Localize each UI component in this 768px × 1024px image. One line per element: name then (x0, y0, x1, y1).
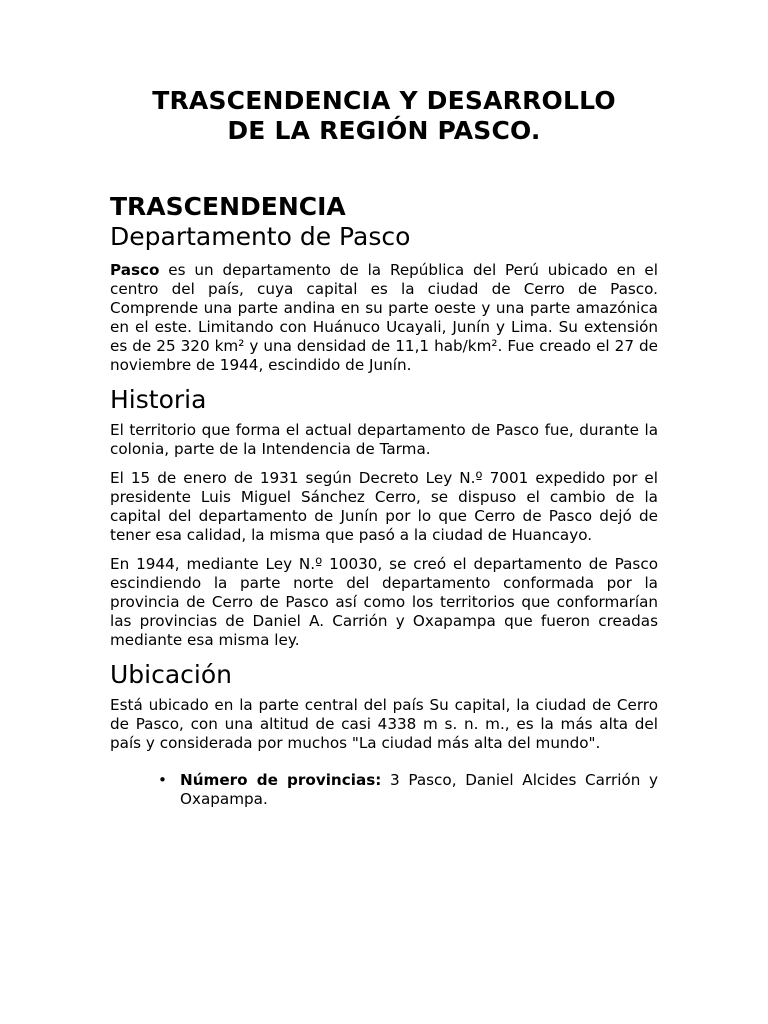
intro-text: es un departamento de la República del Perú ubicado en el centro del país, cuya capital es la ciudad de Cerro de Pasco. Comprende una parte andina en su parte oeste y una parte amazónica en el este. Limitando con Huánuco Ucayali, Junín y Lima. Su extensión es de 25 320 km² y una densidad de 11,1 hab/km². Fue creado el 27 de noviembre de 1944, escindido de Junín. (110, 261, 658, 374)
intro-paragraph (110, 261, 658, 375)
title-line-2: DE LA REGIÓN PASCO. (227, 116, 541, 145)
title-line-1: TRASCENDENCIA Y DESARROLLO (152, 86, 616, 115)
section-heading: TRASCENDENCIA (110, 192, 346, 221)
historia-paragraph-3: En 1944, mediante Ley N.º 10030, se creó el departamento de Pasco escindiendo la parte norte del departamento conformada por la provincia de Cerro de Pasco así como los territorios que conformarían las provincias de Daniel A. Carrión y Oxapampa que fueron creadas mediante esa misma ley. (110, 555, 658, 649)
intro-lead-bold: Pasco (110, 261, 160, 279)
subheading: Departamento de Pasco (110, 222, 411, 251)
document-body (110, 86, 658, 809)
list-item (158, 771, 658, 809)
document-title (110, 86, 658, 146)
ubicacion-paragraph: Está ubicado en la parte central del país Su capital, la ciudad de Cerro de Pasco, con una altitud de casi 4338 m s. n. m., es la más alta del país y considerada por muchos "La ciudad más alta del mundo". (110, 696, 658, 752)
historia-paragraph-2: El 15 de enero de 1931 según Decreto Ley N.º 7001 expedido por el presidente Luis Miguel Sánchez Cerro, se dispuso el cambio de la capital del departamento de Junín por lo que Cerro de Pasco dejó de tener esa calidad, la misma que pasó a la ciudad de Huancayo. (110, 469, 658, 544)
list-item-text: 3 Pasco, Daniel Alcides Carrión y Oxapampa. (180, 771, 658, 808)
list-item-label: Número de provincias: (180, 771, 382, 789)
ubicacion-heading: Ubicación (110, 660, 233, 689)
bullet-dot-icon: • (158, 771, 167, 789)
provincias-list (110, 771, 658, 809)
historia-paragraph-1: El territorio que forma el actual departamento de Pasco fue, durante la colonia, parte de la Intendencia de Tarma. (110, 421, 658, 458)
historia-heading: Historia (110, 385, 207, 414)
